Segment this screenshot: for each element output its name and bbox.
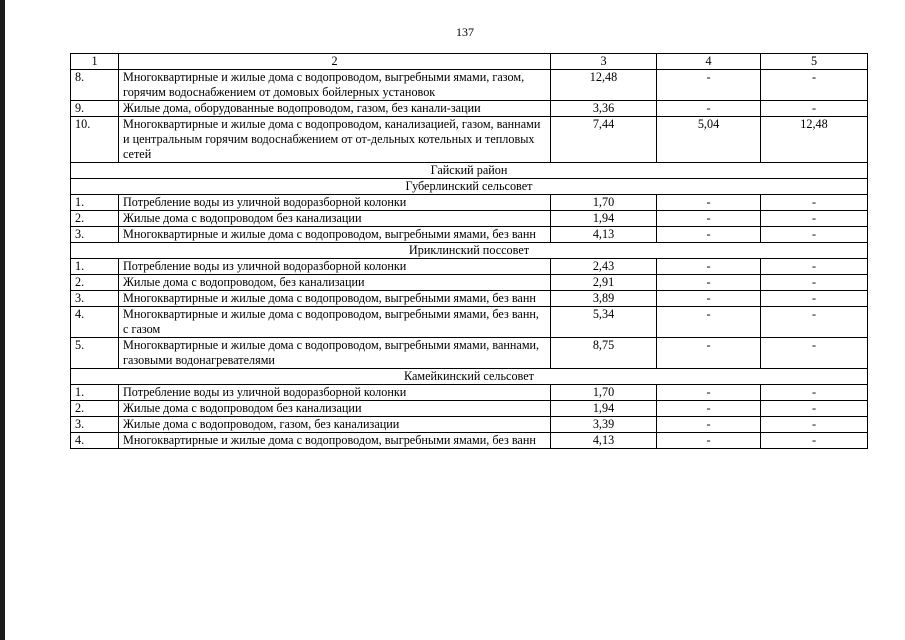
row-number-cell: 1. <box>71 195 119 211</box>
value-col4-cell: - <box>657 259 761 275</box>
tariff-table-body <box>71 54 868 449</box>
value-col3-cell: 1,94 <box>551 211 657 227</box>
table-row <box>71 195 868 211</box>
row-number-cell: 3. <box>71 417 119 433</box>
value-col3-cell: 2,91 <box>551 275 657 291</box>
value-col3-cell: 5,34 <box>551 307 657 338</box>
page-number: 137 <box>456 25 474 39</box>
section-title: Камейкинский сельсовет <box>71 369 868 385</box>
value-col5-cell: - <box>761 401 868 417</box>
description-cell: Многоквартирные и жилые дома с водопроводом, выгребными ямами, газом, горячим водоснабжением от домовых бойлерных установок <box>119 70 551 101</box>
value-col3-cell: 3,89 <box>551 291 657 307</box>
value-col4-cell: - <box>657 227 761 243</box>
table-header-row <box>71 54 868 70</box>
header-cell: 3 <box>551 54 657 70</box>
value-col4-cell: - <box>657 433 761 449</box>
row-number-cell: 4. <box>71 433 119 449</box>
description-cell: Потребление воды из уличной водоразборной колонки <box>119 259 551 275</box>
row-number-cell: 2. <box>71 211 119 227</box>
value-col3-cell: 8,75 <box>551 338 657 369</box>
description-cell: Многоквартирные и жилые дома с водопроводом, выгребными ямами, ваннами, газовыми водонагревателями <box>119 338 551 369</box>
table-row <box>71 275 868 291</box>
value-col3-cell: 1,70 <box>551 195 657 211</box>
description-cell: Жилые дома с водопроводом, газом, без канализации <box>119 417 551 433</box>
table-row <box>71 227 868 243</box>
value-col4-cell: - <box>657 307 761 338</box>
value-col4-cell: - <box>657 275 761 291</box>
table-row <box>71 117 868 163</box>
header-cell: 2 <box>119 54 551 70</box>
row-number-cell: 1. <box>71 259 119 275</box>
value-col3-cell: 3,39 <box>551 417 657 433</box>
value-col5-cell: - <box>761 385 868 401</box>
value-col4-cell: - <box>657 195 761 211</box>
section-header-row <box>71 243 868 259</box>
section-title: Гайский район <box>71 163 868 179</box>
header-cell: 4 <box>657 54 761 70</box>
table-row <box>71 291 868 307</box>
value-col5-cell: - <box>761 275 868 291</box>
table-row <box>71 338 868 369</box>
table-row <box>71 211 868 227</box>
value-col4-cell: - <box>657 211 761 227</box>
description-cell: Потребление воды из уличной водоразборной колонки <box>119 195 551 211</box>
value-col5-cell: - <box>761 433 868 449</box>
value-col4-cell: - <box>657 401 761 417</box>
value-col3-cell: 4,13 <box>551 433 657 449</box>
value-col3-cell: 4,13 <box>551 227 657 243</box>
value-col4-cell: - <box>657 338 761 369</box>
value-col3-cell: 2,43 <box>551 259 657 275</box>
description-cell: Потребление воды из уличной водоразборной колонки <box>119 385 551 401</box>
description-cell: Жилые дома, оборудованные водопроводом, газом, без канали-зации <box>119 101 551 117</box>
value-col5-cell: - <box>761 227 868 243</box>
row-number-cell: 9. <box>71 101 119 117</box>
table-row <box>71 385 868 401</box>
row-number-cell: 8. <box>71 70 119 101</box>
row-number-cell: 1. <box>71 385 119 401</box>
value-col5-cell: - <box>761 195 868 211</box>
value-col5-cell: - <box>761 307 868 338</box>
value-col5-cell: - <box>761 101 868 117</box>
value-col5-cell: - <box>761 417 868 433</box>
value-col5-cell: - <box>761 259 868 275</box>
value-col5-cell: - <box>761 338 868 369</box>
table-row <box>71 417 868 433</box>
section-header-row <box>71 179 868 195</box>
table-row <box>71 401 868 417</box>
value-col3-cell: 7,44 <box>551 117 657 163</box>
description-cell: Многоквартирные и жилые дома с водопроводом, выгребными ямами, без ванн <box>119 291 551 307</box>
value-col5-cell: 12,48 <box>761 117 868 163</box>
row-number-cell: 4. <box>71 307 119 338</box>
description-cell: Многоквартирные и жилые дома с водопроводом, выгребными ямами, без ванн <box>119 227 551 243</box>
value-col4-cell: 5,04 <box>657 117 761 163</box>
description-cell: Многоквартирные и жилые дома с водопроводом, канализацией, газом, ваннами и центральным горячим водоснабжением от от-дельных котельных и тепловых сетей <box>119 117 551 163</box>
header-cell: 5 <box>761 54 868 70</box>
value-col5-cell: - <box>761 70 868 101</box>
value-col5-cell: - <box>761 211 868 227</box>
value-col3-cell: 12,48 <box>551 70 657 101</box>
table-row <box>71 307 868 338</box>
section-title: Губерлинский сельсовет <box>71 179 868 195</box>
value-col4-cell: - <box>657 385 761 401</box>
table-row <box>71 101 868 117</box>
table-row <box>71 259 868 275</box>
row-number-cell: 2. <box>71 401 119 417</box>
value-col4-cell: - <box>657 291 761 307</box>
description-cell: Многоквартирные и жилые дома с водопроводом, выгребными ямами, без ванн, с газом <box>119 307 551 338</box>
value-col3-cell: 1,70 <box>551 385 657 401</box>
section-header-row <box>71 163 868 179</box>
description-cell: Жилые дома с водопроводом без канализации <box>119 401 551 417</box>
table-row <box>71 433 868 449</box>
section-title: Ириклинский поссовет <box>71 243 868 259</box>
description-cell: Многоквартирные и жилые дома с водопроводом, выгребными ямами, без ванн <box>119 433 551 449</box>
section-header-row <box>71 369 868 385</box>
table-row <box>71 70 868 101</box>
description-cell: Жилые дома с водопроводом без канализации <box>119 211 551 227</box>
row-number-cell: 3. <box>71 227 119 243</box>
value-col4-cell: - <box>657 417 761 433</box>
header-cell: 1 <box>71 54 119 70</box>
value-col5-cell: - <box>761 291 868 307</box>
row-number-cell: 10. <box>71 117 119 163</box>
value-col4-cell: - <box>657 70 761 101</box>
tariff-table <box>70 53 868 449</box>
description-cell: Жилые дома с водопроводом, без канализации <box>119 275 551 291</box>
page-left-edge <box>0 0 5 640</box>
value-col3-cell: 1,94 <box>551 401 657 417</box>
value-col4-cell: - <box>657 101 761 117</box>
row-number-cell: 5. <box>71 338 119 369</box>
row-number-cell: 3. <box>71 291 119 307</box>
value-col3-cell: 3,36 <box>551 101 657 117</box>
row-number-cell: 2. <box>71 275 119 291</box>
